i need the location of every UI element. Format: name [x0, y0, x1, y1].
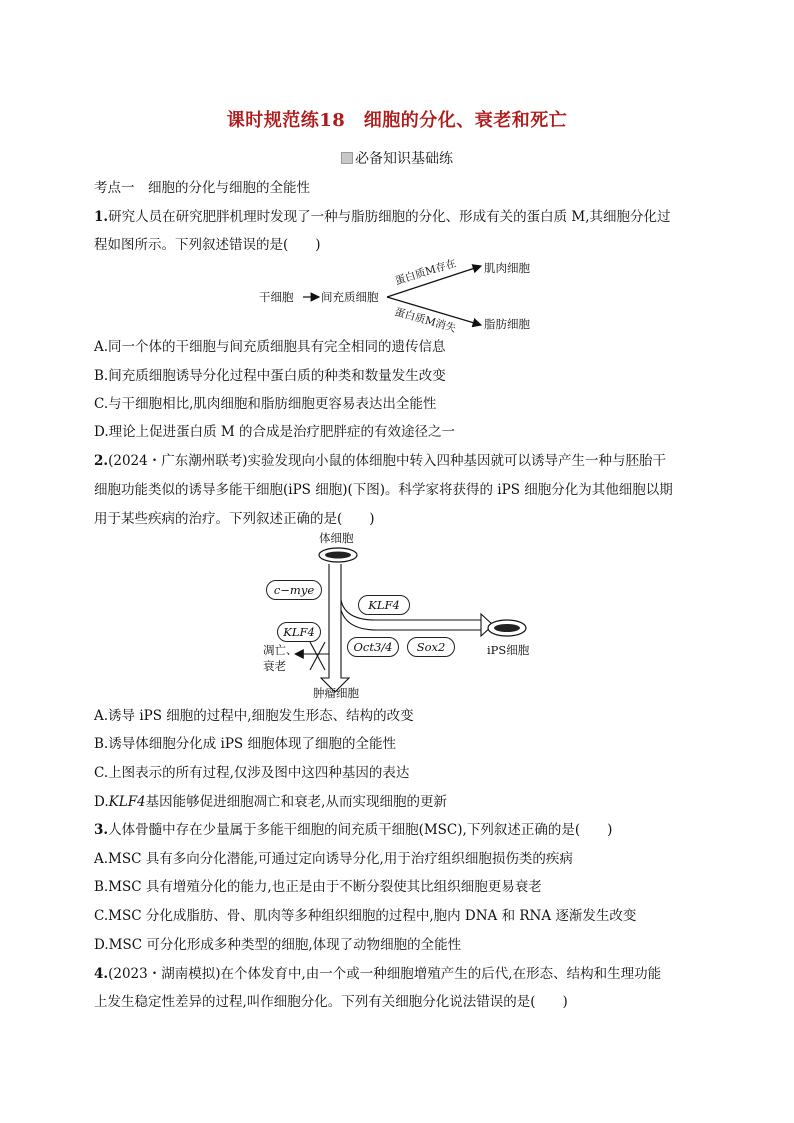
q4-number: 4. [94, 966, 109, 982]
protein-m-present-label: 蛋白质M存在 [393, 257, 458, 288]
q2-option-c: C.上图表示的所有过程,仅涉及图中这四种基因的表达 [94, 765, 410, 781]
q3-option-a: A.MSC 具有多向分化潜能,可通过定向诱导分化,用于治疗组织细胞损伤类的疾病 [94, 851, 573, 867]
q2-number: 2. [94, 453, 109, 469]
q3-number: 3. [94, 822, 109, 838]
q2-diagram-graphics [255, 530, 555, 702]
somatic-cell-label: 体细胞 [319, 531, 354, 545]
gene-sox2: Sox2 [407, 637, 455, 657]
section-heading [0, 148, 794, 168]
q1-diagram [255, 256, 555, 336]
muscle-cell-label: 肌肉细胞 [484, 261, 530, 275]
q4-stem-line-2: 上发生稳定性差异的过程,叫作细胞分化。下列有关细胞分化说法错误的是( ) [94, 994, 568, 1010]
ips-cell-label: iPS细胞 [487, 643, 530, 657]
q2-diagram [255, 530, 555, 702]
q3-option-d: D.MSC 可分化形成多种类型的细胞,体现了动物细胞的全能性 [94, 937, 462, 953]
tumor-cell-label: 肿瘤细胞 [313, 686, 359, 700]
q1-stem-line-1: 1.研究人员在研究肥胖机理时发现了一种与脂肪细胞的分化、形成有关的蛋白质 M,其细胞分化过 [94, 209, 671, 225]
section-icon [341, 152, 353, 164]
q2-option-b: B.诱导体细胞分化成 iPS 细胞体现了细胞的全能性 [94, 736, 396, 752]
q3-option-c: C.MSC 分化成脂肪、骨、肌肉等多种组织细胞的过程中,胞内 DNA 和 RNA 逐渐发生改变 [94, 908, 637, 924]
mesenchymal-cell-label: 间充质细胞 [321, 290, 379, 304]
section-label: 必备知识基础练 [355, 151, 453, 167]
q2-stem-line-2: 细胞功能类似的诱导多能干细胞(iPS 细胞)(下图)。科学家将获得的 iPS 细胞分化为其他细胞以期 [94, 482, 673, 498]
protein-m-absent-label: 蛋白质M消失 [393, 305, 458, 335]
stem-cell-label: 干细胞 [259, 290, 294, 304]
q2-stem-line-3: 用于某些疾病的治疗。下列叙述正确的是( ) [94, 511, 375, 527]
q1-number: 1. [94, 209, 109, 225]
q2-option-d: D.KLF4基因能够促进细胞凋亡和衰老,从而实现细胞的更新 [94, 794, 447, 810]
q3-option-b: B.MSC 具有增殖分化的能力,也正是由于不断分裂使其比组织细胞更易衰老 [94, 879, 542, 895]
q1-option-c: C.与干细胞相比,肌肉细胞和脂肪细胞更容易表达出全能性 [94, 396, 437, 412]
page-title: 课时规范练18 细胞的分化、衰老和死亡 [226, 110, 568, 131]
gene-oct3-4: Oct3/4 [347, 637, 399, 657]
apoptosis-label: 凋亡、 [263, 643, 298, 657]
q4-stem-line-1: 4.(2023・湖南模拟)在个体发育中,由一个或一种细胞增殖产生的后代,在形态、结构和生理功能 [94, 966, 662, 982]
gene-c-myc: c−mye [266, 580, 322, 600]
q1-option-b: B.间充质细胞诱导分化过程中蛋白质的种类和数量发生改变 [94, 368, 446, 384]
aging-label: 衰老 [263, 659, 286, 673]
topic-heading: 考点一 细胞的分化与细胞的全能性 [94, 180, 310, 196]
gene-klf4-right: KLF4 [358, 595, 410, 615]
gene-klf4-left: KLF4 [277, 622, 321, 642]
q1-option-a: A.同一个体的干细胞与间充质细胞具有完全相同的遗传信息 [94, 339, 446, 355]
q3-stem: 3.人体骨髓中存在少量属于多能干细胞的间充质干细胞(MSC),下列叙述正确的是( ) [94, 822, 613, 838]
q1-option-d: D.理论上促进蛋白质 M 的合成是治疗肥胖症的有效途径之一 [94, 424, 456, 440]
klf4-gene-name: KLF4 [108, 794, 146, 810]
fat-cell-label: 脂肪细胞 [484, 317, 530, 331]
q2-option-a: A.诱导 iPS 细胞的过程中,细胞发生形态、结构的改变 [94, 708, 414, 724]
q1-stem-line-2: 程如图所示。下列叙述错误的是( ) [94, 237, 321, 253]
q2-stem-line-1: 2.(2024・广东潮州联考)实验发现向小鼠的体细胞中转入四种基因就可以诱导产生一种与胚胎干 [94, 453, 666, 469]
